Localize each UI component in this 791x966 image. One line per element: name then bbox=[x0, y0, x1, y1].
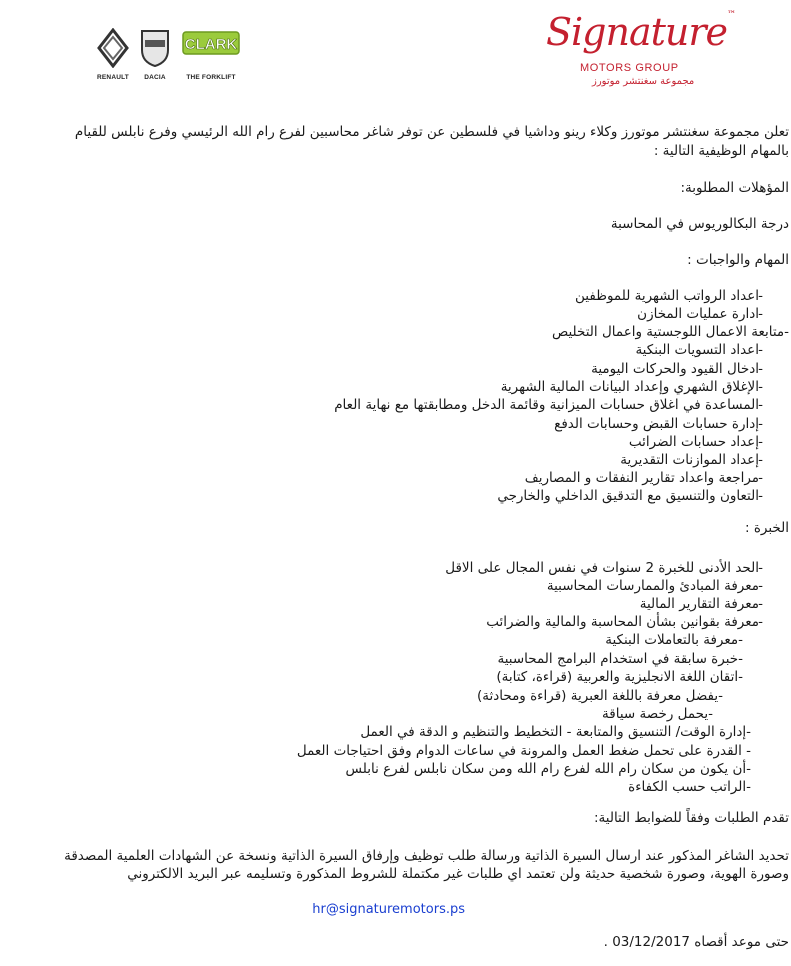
qualification-item: درجة البكالوريوس في المحاسبة bbox=[610, 216, 789, 232]
list-bullet-dash: - bbox=[758, 470, 763, 486]
qualifications-heading: المؤهلات المطلوبة: bbox=[680, 180, 789, 196]
duty-item: المساعدة في اغلاق حسابات الميزانية وقائمة الدخل ومطابقتها مع نهاية العام bbox=[334, 397, 759, 413]
deadline-text: حتى موعد أقصاه 03/12/2017 . bbox=[603, 934, 789, 950]
letterhead bbox=[0, 0, 791, 110]
dacia-shield-icon bbox=[136, 28, 174, 68]
signature-subtitle: MOTORS GROUP bbox=[580, 62, 679, 74]
experience-item: معرفة التقارير المالية bbox=[639, 596, 759, 612]
signature-arabic-name: مجموعة سغنتشر موتورز bbox=[592, 76, 695, 87]
experience-item: -يفضل معرفة باللغة العبرية (قراءة ومحادثة) bbox=[476, 688, 723, 704]
list-bullet-dash: - bbox=[758, 379, 763, 395]
list-bullet-dash: - bbox=[758, 342, 763, 358]
intro-line-2: بالمهام الوظيفية التالية : bbox=[653, 143, 789, 159]
experience-item: -اتقان اللغة الانجليزية والعربية (قراءة، كتابة) bbox=[496, 669, 743, 685]
experience-item: -إدارة الوقت/ التنسيق والمتابعة - التخطيط والتنظيم و الدقة في العمل bbox=[360, 724, 751, 740]
experience-item: -أن يكون من سكان رام الله لفرع رام الله ومن سكان نابلس لفرع نابلس bbox=[345, 761, 751, 777]
duty-item: اعداد الرواتب الشهرية للموظفين bbox=[575, 288, 759, 304]
apply-line-1: تحديد الشاغر المذكور عند ارسال السيرة الذاتية ورسالة طلب توظيف وإرفاق السيرة الذاتية ونسخة عن الشهادات العلمية المصدقة bbox=[64, 848, 789, 864]
duty-item: التعاون والتنسيق مع التدقيق الداخلي والخارجي bbox=[497, 488, 759, 504]
list-bullet-dash: - bbox=[758, 560, 763, 576]
duty-item: الإغلاق الشهري وإعداد البيانات المالية الشهرية bbox=[500, 379, 759, 395]
duty-item: إعداد حسابات الضرائب bbox=[628, 434, 759, 450]
clark-badge-icon bbox=[181, 28, 241, 58]
list-bullet-dash: - bbox=[758, 288, 763, 304]
list-bullet-dash: - bbox=[758, 397, 763, 413]
duty-item: إعداد الموازنات التقديرية bbox=[620, 452, 759, 468]
duties-heading: المهام والواجبات : bbox=[687, 252, 789, 268]
renault-logo bbox=[93, 28, 133, 81]
duty-item: مراجعة واعداد تقارير النفقات و المصاريف bbox=[524, 470, 759, 486]
clark-logo bbox=[181, 28, 241, 81]
apply-line-2: وصورة الهوية، وصورة شخصية حديثة ولن تعتمد اي طلبات غير مكتملة للشروط المذكورة وتسليمه عبر البريد الالكتروني bbox=[127, 866, 789, 882]
list-bullet-dash: - bbox=[758, 306, 763, 322]
experience-item: -الراتب حسب الكفاءة bbox=[628, 779, 751, 795]
list-bullet-dash: - bbox=[758, 614, 763, 630]
signature-wordmark: Signature™ bbox=[546, 10, 736, 54]
experience-item: -معرفة بالتعاملات البنكية bbox=[605, 632, 743, 648]
experience-item: -يحمل رخصة سياقة bbox=[602, 706, 713, 722]
experience-item: -خبرة سابقة في استخدام البرامج المحاسبية bbox=[497, 651, 743, 667]
clark-caption: THE FORKLIFT bbox=[186, 74, 236, 81]
duty-item: ادخال القيود والحركات اليومية bbox=[591, 361, 759, 377]
clark-wordmark: CLARK bbox=[184, 36, 238, 53]
list-bullet-dash: - bbox=[758, 361, 763, 377]
list-bullet-dash: - bbox=[758, 416, 763, 432]
experience-item: - القدرة على تحمل ضغط العمل والمرونة في ساعات الدوام وفق احتياجات العمل bbox=[296, 743, 751, 759]
duty-item: ادارة عمليات المخازن bbox=[637, 306, 759, 322]
duty-item: -متابعة الاعمال اللوجستية واعمال التخليص bbox=[551, 324, 789, 340]
experience-item: الحد الأدنى للخبرة 2 سنوات في نفس المجال على الاقل bbox=[445, 560, 759, 576]
experience-item: معرفة بقوانين بشأن المحاسبة والمالية والضرائب bbox=[486, 614, 759, 630]
renault-diamond-icon bbox=[93, 28, 133, 68]
apply-heading: تقدم الطلبات وفقاً للضوابط التالية: bbox=[593, 810, 789, 826]
dacia-logo bbox=[136, 28, 174, 81]
intro-line-1: تعلن مجموعة سغنتشر موتورز وكلاء رينو وداشيا في فلسطين عن توفر شاغر محاسبين لفرع رام الله الرئيسي وفرع نابلس للقيام bbox=[74, 124, 789, 140]
list-bullet-dash: - bbox=[758, 488, 763, 504]
list-bullet-dash: - bbox=[758, 578, 763, 594]
signature-logo bbox=[540, 6, 736, 101]
list-bullet-dash: - bbox=[758, 452, 763, 468]
email-link[interactable]: hr@signaturemotors.ps bbox=[312, 902, 465, 917]
dacia-caption: DACIA bbox=[144, 74, 166, 81]
experience-item: معرفة المبادئ والممارسات المحاسبية bbox=[546, 578, 759, 594]
duty-item: اعداد التسويات البنكية bbox=[635, 342, 759, 358]
renault-caption: RENAULT bbox=[97, 74, 129, 81]
duty-item: إدارة حسابات القبض وحسابات الدفع bbox=[554, 416, 759, 432]
list-bullet-dash: - bbox=[758, 596, 763, 612]
list-bullet-dash: - bbox=[758, 434, 763, 450]
experience-heading: الخبرة : bbox=[744, 520, 789, 536]
